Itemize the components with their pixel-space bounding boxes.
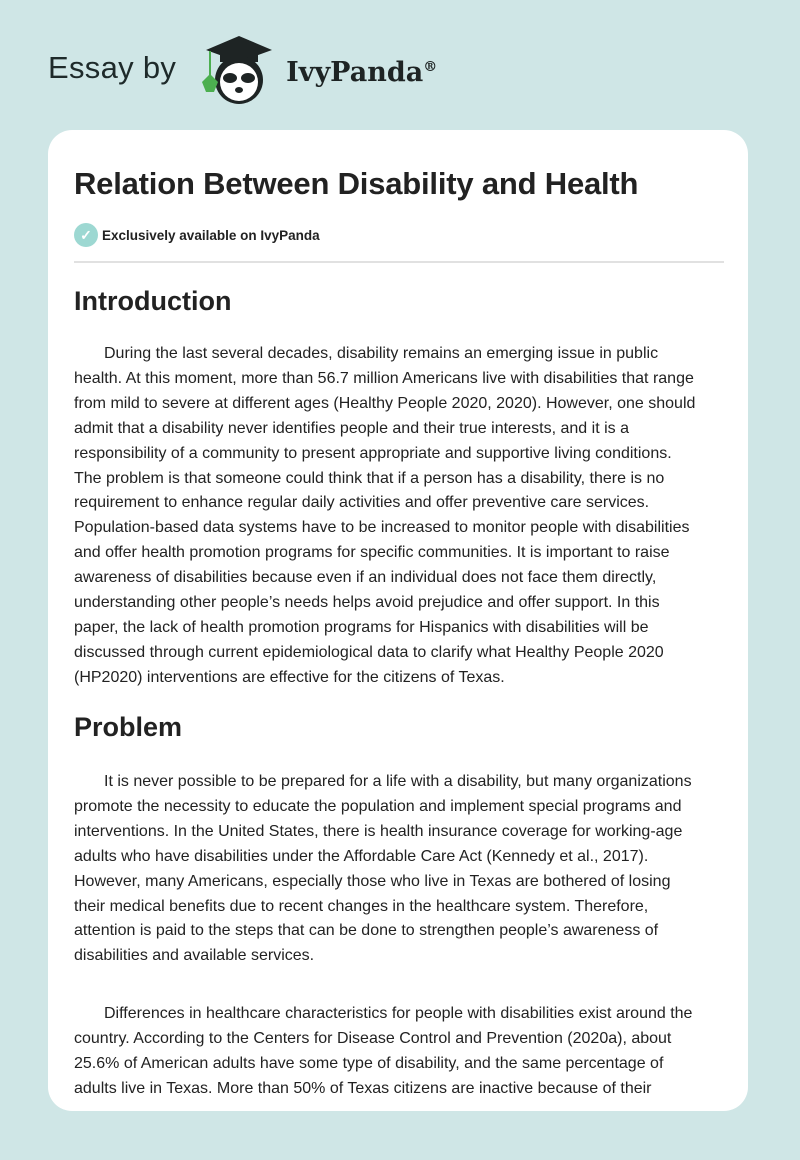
text-line: promote the necessity to educate the population and implement special programs and (74, 797, 682, 815)
badge-text: Exclusively available on IvyPanda (102, 227, 320, 243)
text-line: However, many Americans, especially those who live in Texas are bothered of losing (74, 872, 671, 890)
text-line: from mild to severe at different ages (Healthy People 2020, 2020). However, one should (74, 394, 696, 412)
text-line: and offer health promotion programs for specific communities. It is important to raise (74, 544, 670, 562)
text-line: interventions. In the United States, there is health insurance coverage for working-age (74, 822, 683, 840)
paragraph-introduction (74, 342, 695, 691)
text-line: paper, the lack of health promotion programs for Hispanics with disabilities will be (74, 618, 649, 636)
essay-by-label: Essay by (48, 50, 177, 85)
brand-text: IvyPanda (286, 56, 424, 88)
text-line: requirement to enhance regular daily activities and offer preventive care services. (74, 494, 650, 512)
section-heading-introduction: Introduction (74, 286, 232, 316)
paragraph-problem-1 (74, 770, 692, 969)
text-line: understanding other people’s needs helps avoid prejudice and offer support. In this (74, 594, 660, 612)
text-line: responsibility of a community to present appropriate and supportive living conditions. (74, 444, 672, 462)
text-line: Differences in healthcare characteristics for people with disabilities exist around the (104, 1005, 693, 1022)
site-header (48, 28, 437, 108)
brand-name (286, 57, 437, 88)
text-line: country. According to the Centers for Disease Control and Prevention (2020a), about (74, 1029, 672, 1047)
section-heading-problem: Problem (74, 712, 183, 742)
exclusive-badge (74, 223, 320, 247)
divider (74, 261, 724, 263)
text-line: admit that a disability never identifies people and their true interests, and it is a (74, 419, 629, 437)
text-line: attention is paid to the steps that can be done to strengthen people’s awareness of (74, 922, 659, 940)
text-line: 25.6% of American adults have some type of disability, and the same percentage of (74, 1054, 664, 1072)
essay-card (48, 130, 748, 1111)
text-line: The problem is that someone could think that if a person has a disability, there is no (74, 469, 665, 487)
page-title: Relation Between Disability and Health (74, 166, 639, 201)
text-line: disabilities and available services. (74, 947, 315, 965)
paragraph-problem-2 (74, 1002, 692, 1102)
check-circle-icon: ✓ (74, 223, 98, 247)
text-line: their medical benefits due to recent changes in the healthcare system. Therefore, (74, 897, 649, 915)
text-line: (HP2020) interventions are effective for the citizens of Texas. (74, 668, 505, 686)
text-line: adults who have disabilities under the Affordable Care Act (Kennedy et al., 2017). (74, 847, 649, 865)
text-line: awareness of disabilities because even if an individual does not face them directly, (74, 569, 657, 587)
text-line: During the last several decades, disability remains an emerging issue in public (104, 345, 659, 362)
registered-mark: ® (423, 58, 438, 75)
text-line: Population-based data systems have to be increased to monitor people with disabilities (74, 519, 690, 537)
text-line: discussed through current epidemiological data to clarify what Healthy People 2020 (74, 643, 664, 661)
text-line: adults live in Texas. More than 50% of Texas citizens are inactive because of their (74, 1079, 652, 1097)
ivypanda-logo-icon[interactable] (196, 28, 282, 108)
text-line: health. At this moment, more than 56.7 million Americans live with disabilities that range (74, 369, 694, 387)
text-line: It is never possible to be prepared for a life with a disability, but many organizations (104, 773, 692, 790)
